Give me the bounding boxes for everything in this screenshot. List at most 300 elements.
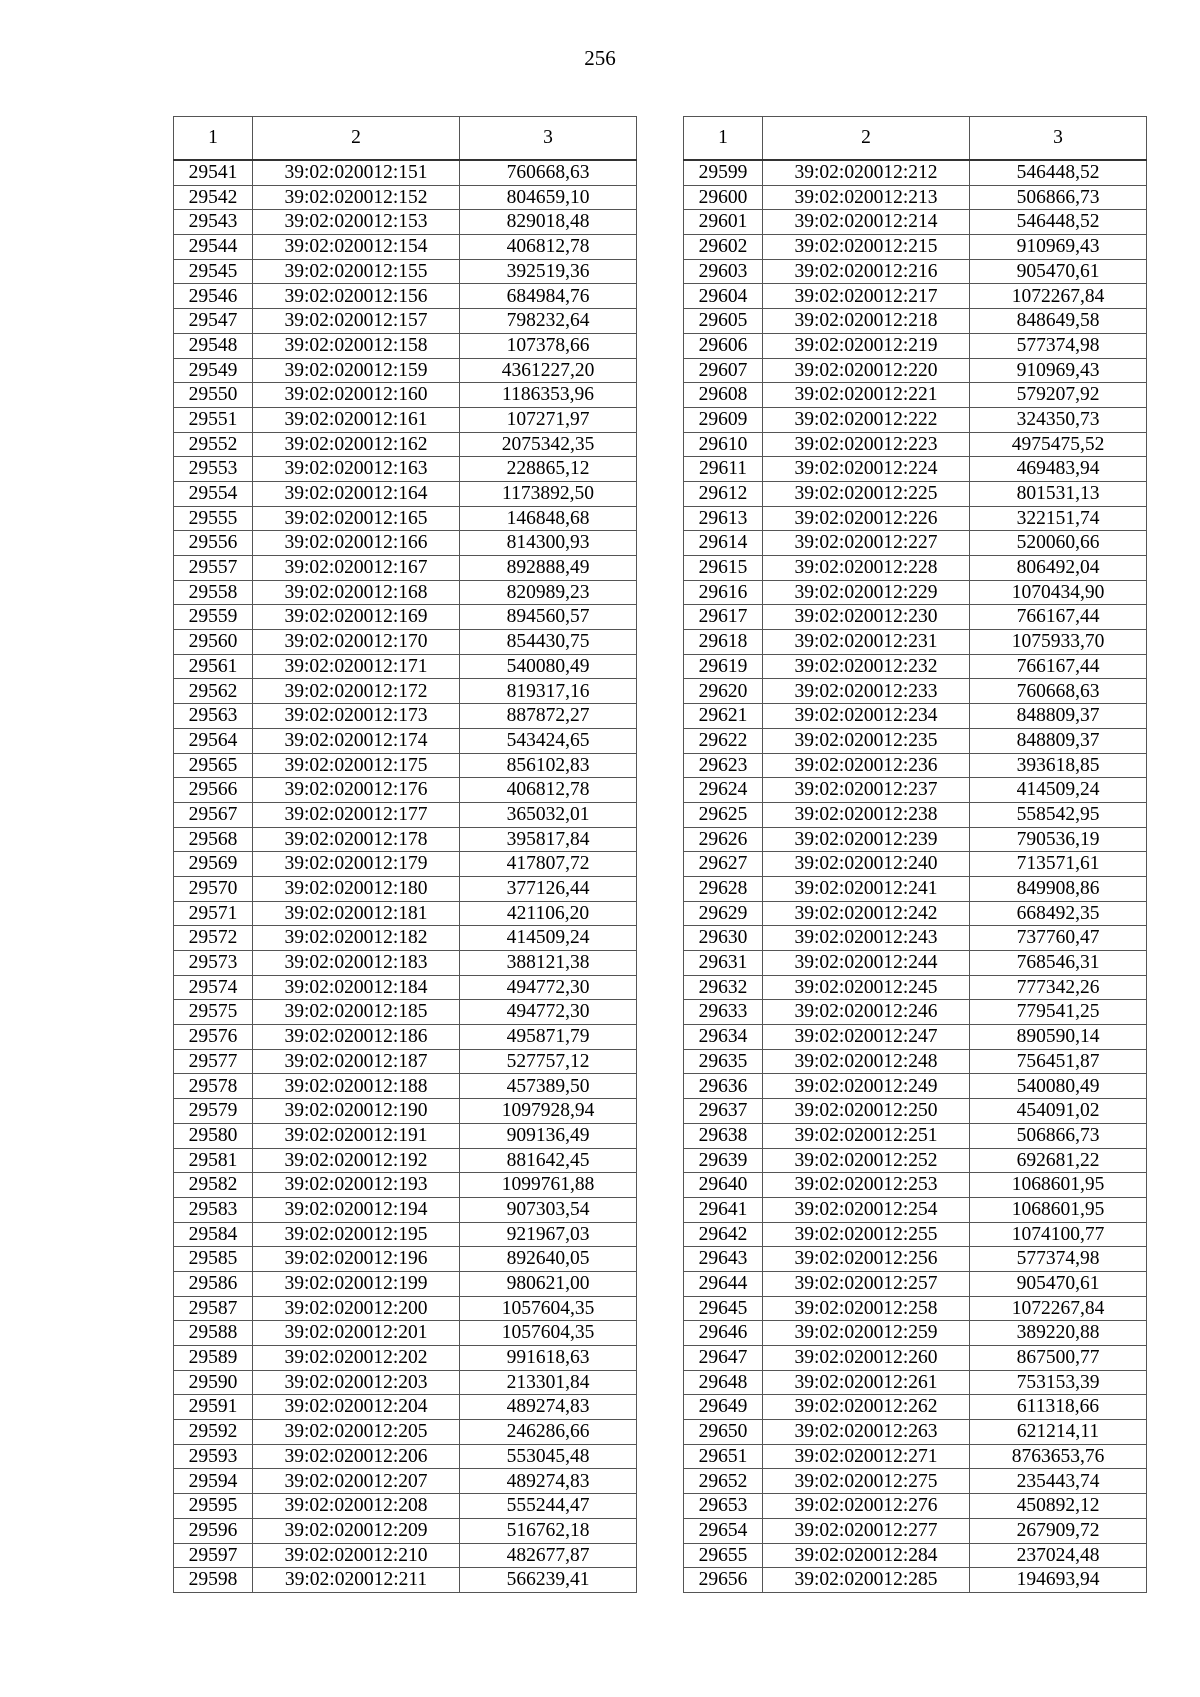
cell-value: 1070434,90 [970,580,1147,605]
cell-cadastral-number: 39:02:020012:166 [253,531,460,556]
cell-number: 29653 [684,1494,763,1519]
cell-value: 489274,83 [460,1395,637,1420]
cell-cadastral-number: 39:02:020012:182 [253,926,460,951]
left-table [173,116,637,1593]
cell-number: 29649 [684,1395,763,1420]
cell-number: 29650 [684,1420,763,1445]
cell-value: 566239,41 [460,1568,637,1593]
cell-number: 29620 [684,679,763,704]
cell-cadastral-number: 39:02:020012:199 [253,1271,460,1296]
table-row [684,951,1147,976]
cell-value: 546448,52 [970,160,1147,185]
cell-value: 246286,66 [460,1420,637,1445]
cell-cadastral-number: 39:02:020012:210 [253,1543,460,1568]
cell-value: 1075933,70 [970,630,1147,655]
cell-cadastral-number: 39:02:020012:252 [763,1148,970,1173]
column-header-cadastral: 2 [253,117,460,161]
cell-value: 555244,47 [460,1494,637,1519]
cell-value: 213301,84 [460,1370,637,1395]
cell-value: 450892,12 [970,1494,1147,1519]
cell-number: 29568 [174,827,253,852]
table-row [174,704,637,729]
cell-cadastral-number: 39:02:020012:220 [763,358,970,383]
cell-value: 1057604,35 [460,1321,637,1346]
cell-value: 324350,73 [970,407,1147,432]
cell-value: 804659,10 [460,185,637,210]
table-row [684,1222,1147,1247]
cell-number: 29639 [684,1148,763,1173]
cell-cadastral-number: 39:02:020012:228 [763,556,970,581]
cell-value: 392519,36 [460,259,637,284]
table-row [684,210,1147,235]
cell-cadastral-number: 39:02:020012:209 [253,1518,460,1543]
cell-value: 506866,73 [970,185,1147,210]
cell-number: 29544 [174,235,253,260]
table-row [684,630,1147,655]
cell-cadastral-number: 39:02:020012:217 [763,284,970,309]
cell-number: 29589 [174,1346,253,1371]
cell-cadastral-number: 39:02:020012:253 [763,1173,970,1198]
cell-cadastral-number: 39:02:020012:183 [253,951,460,976]
cell-cadastral-number: 39:02:020012:222 [763,407,970,432]
page-number: 256 [584,46,616,70]
cell-value: 881642,45 [460,1148,637,1173]
table-row [684,1049,1147,1074]
cell-value: 546448,52 [970,210,1147,235]
cell-number: 29637 [684,1099,763,1124]
cell-value: 553045,48 [460,1444,637,1469]
cell-cadastral-number: 39:02:020012:225 [763,481,970,506]
column-header-value: 3 [970,117,1147,161]
table-row [174,605,637,630]
table-row [174,802,637,827]
cell-value: 668492,35 [970,901,1147,926]
cell-value: 414509,24 [970,778,1147,803]
cell-number: 29601 [684,210,763,235]
cell-value: 146848,68 [460,506,637,531]
cell-value: 760668,63 [460,160,637,185]
cell-cadastral-number: 39:02:020012:236 [763,753,970,778]
cell-value: 692681,22 [970,1148,1147,1173]
cell-number: 29571 [174,901,253,926]
table-row [684,309,1147,334]
cell-cadastral-number: 39:02:020012:243 [763,926,970,951]
cell-value: 621214,11 [970,1420,1147,1445]
cell-number: 29579 [174,1099,253,1124]
cell-value: 819317,16 [460,679,637,704]
cell-number: 29617 [684,605,763,630]
cell-cadastral-number: 39:02:020012:171 [253,654,460,679]
cell-value: 1072267,84 [970,1296,1147,1321]
cell-cadastral-number: 39:02:020012:218 [763,309,970,334]
cell-cadastral-number: 39:02:020012:216 [763,259,970,284]
table-row [174,1123,637,1148]
table-row [684,901,1147,926]
table-row [174,1543,637,1568]
cell-value: 779541,25 [970,1000,1147,1025]
cell-value: 388121,38 [460,951,637,976]
cell-value: 820989,23 [460,580,637,605]
cell-number: 29549 [174,358,253,383]
cell-value: 777342,26 [970,975,1147,1000]
cell-cadastral-number: 39:02:020012:174 [253,728,460,753]
cell-value: 577374,98 [970,1247,1147,1272]
cell-number: 29612 [684,481,763,506]
cell-number: 29556 [174,531,253,556]
cell-number: 29609 [684,407,763,432]
cell-number: 29628 [684,876,763,901]
table-row [174,383,637,408]
table-row [684,1321,1147,1346]
cell-cadastral-number: 39:02:020012:168 [253,580,460,605]
cell-cadastral-number: 39:02:020012:214 [763,210,970,235]
table-row [684,827,1147,852]
cell-number: 29605 [684,309,763,334]
table-row [174,580,637,605]
cell-value: 494772,30 [460,975,637,1000]
cell-number: 29633 [684,1000,763,1025]
cell-cadastral-number: 39:02:020012:263 [763,1420,970,1445]
cell-cadastral-number: 39:02:020012:172 [253,679,460,704]
cell-number: 29552 [174,432,253,457]
table-row [174,1197,637,1222]
table-row [684,1469,1147,1494]
cell-cadastral-number: 39:02:020012:245 [763,975,970,1000]
cell-cadastral-number: 39:02:020012:246 [763,1000,970,1025]
cell-value: 768546,31 [970,951,1147,976]
cell-number: 29644 [684,1271,763,1296]
cell-value: 766167,44 [970,605,1147,630]
cell-cadastral-number: 39:02:020012:262 [763,1395,970,1420]
cell-value: 482677,87 [460,1543,637,1568]
cell-cadastral-number: 39:02:020012:248 [763,1049,970,1074]
cell-number: 29641 [684,1197,763,1222]
table-row [684,753,1147,778]
cell-value: 737760,47 [970,926,1147,951]
table-row [174,1395,637,1420]
cell-value: 854430,75 [460,630,637,655]
column-header-number: 1 [684,117,763,161]
cell-value: 713571,61 [970,852,1147,877]
table-row [174,1271,637,1296]
table-row [174,1000,637,1025]
cell-number: 29611 [684,457,763,482]
cell-number: 29572 [174,926,253,951]
cell-value: 1097928,94 [460,1099,637,1124]
cell-value: 1068601,95 [970,1173,1147,1198]
table-row [684,1074,1147,1099]
cell-value: 829018,48 [460,210,637,235]
cell-cadastral-number: 39:02:020012:277 [763,1518,970,1543]
cell-value: 414509,24 [460,926,637,951]
cell-value: 894560,57 [460,605,637,630]
cell-cadastral-number: 39:02:020012:285 [763,1568,970,1593]
cell-value: 4975475,52 [970,432,1147,457]
cell-number: 29594 [174,1469,253,1494]
cell-cadastral-number: 39:02:020012:186 [253,1025,460,1050]
table-row [684,1395,1147,1420]
table-row [684,1346,1147,1371]
cell-number: 29623 [684,753,763,778]
cell-number: 29598 [174,1568,253,1593]
column-header-value: 3 [460,117,637,161]
cell-value: 849908,86 [970,876,1147,901]
cell-cadastral-number: 39:02:020012:175 [253,753,460,778]
cell-number: 29595 [174,1494,253,1519]
table-row [684,1518,1147,1543]
cell-value: 848809,37 [970,728,1147,753]
cell-value: 194693,94 [970,1568,1147,1593]
table-row [684,284,1147,309]
cell-value: 611318,66 [970,1395,1147,1420]
cell-number: 29597 [174,1543,253,1568]
cell-number: 29575 [174,1000,253,1025]
cell-number: 29560 [174,630,253,655]
cell-value: 684984,76 [460,284,637,309]
table-row [174,309,637,334]
cell-cadastral-number: 39:02:020012:159 [253,358,460,383]
cell-number: 29592 [174,1420,253,1445]
table-row [174,654,637,679]
table-row [684,1247,1147,1272]
cell-value: 494772,30 [460,1000,637,1025]
cell-value: 892888,49 [460,556,637,581]
table-row [684,383,1147,408]
cell-cadastral-number: 39:02:020012:242 [763,901,970,926]
cell-number: 29643 [684,1247,763,1272]
cell-number: 29581 [174,1148,253,1173]
cell-cadastral-number: 39:02:020012:176 [253,778,460,803]
cell-number: 29629 [684,901,763,926]
cell-cadastral-number: 39:02:020012:231 [763,630,970,655]
table-row [684,876,1147,901]
cell-cadastral-number: 39:02:020012:237 [763,778,970,803]
table-row [174,1296,637,1321]
cell-value: 107378,66 [460,333,637,358]
cell-value: 540080,49 [460,654,637,679]
table-row [174,284,637,309]
table-row [174,235,637,260]
cell-cadastral-number: 39:02:020012:229 [763,580,970,605]
table-row [174,1370,637,1395]
table-row [684,1420,1147,1445]
table-row [174,160,637,185]
table-row [174,1025,637,1050]
table-row [174,358,637,383]
table-row [684,704,1147,729]
table-row [174,1494,637,1519]
cell-number: 29630 [684,926,763,951]
table-row [684,358,1147,383]
cell-number: 29583 [174,1197,253,1222]
cell-value: 848649,58 [970,309,1147,334]
table-row [174,876,637,901]
cell-value: 506866,73 [970,1123,1147,1148]
cell-number: 29602 [684,235,763,260]
cell-cadastral-number: 39:02:020012:230 [763,605,970,630]
right-table-body [684,160,1147,1592]
cell-cadastral-number: 39:02:020012:177 [253,802,460,827]
cell-number: 29563 [174,704,253,729]
cell-number: 29570 [174,876,253,901]
cell-number: 29627 [684,852,763,877]
cell-number: 29547 [174,309,253,334]
cell-value: 756451,87 [970,1049,1147,1074]
cell-cadastral-number: 39:02:020012:202 [253,1346,460,1371]
table-row [174,1469,637,1494]
cell-cadastral-number: 39:02:020012:169 [253,605,460,630]
table-row [174,827,637,852]
cell-number: 29591 [174,1395,253,1420]
cell-number: 29631 [684,951,763,976]
cell-number: 29625 [684,802,763,827]
cell-value: 454091,02 [970,1099,1147,1124]
table-row [174,1099,637,1124]
cell-number: 29616 [684,580,763,605]
table-row [684,1271,1147,1296]
cell-value: 856102,83 [460,753,637,778]
cell-value: 540080,49 [970,1074,1147,1099]
cell-number: 29548 [174,333,253,358]
cell-value: 798232,64 [460,309,637,334]
cell-cadastral-number: 39:02:020012:157 [253,309,460,334]
cell-number: 29565 [174,753,253,778]
table-row [174,506,637,531]
table-row [174,1420,637,1445]
table-row [174,333,637,358]
cell-cadastral-number: 39:02:020012:191 [253,1123,460,1148]
cell-cadastral-number: 39:02:020012:247 [763,1025,970,1050]
cell-number: 29645 [684,1296,763,1321]
cell-cadastral-number: 39:02:020012:200 [253,1296,460,1321]
left-table-header [174,117,637,161]
cell-cadastral-number: 39:02:020012:167 [253,556,460,581]
cell-number: 29576 [174,1025,253,1050]
cell-value: 393618,85 [970,753,1147,778]
cell-number: 29600 [684,185,763,210]
table-row [684,481,1147,506]
cell-value: 910969,43 [970,358,1147,383]
cell-value: 753153,39 [970,1370,1147,1395]
cell-cadastral-number: 39:02:020012:180 [253,876,460,901]
header-row [174,117,637,161]
cell-cadastral-number: 39:02:020012:151 [253,160,460,185]
cell-cadastral-number: 39:02:020012:240 [763,852,970,877]
cell-number: 29596 [174,1518,253,1543]
cell-number: 29567 [174,802,253,827]
cell-value: 2075342,35 [460,432,637,457]
table-row [174,432,637,457]
table-row [684,160,1147,185]
table-row [684,605,1147,630]
cell-number: 29584 [174,1222,253,1247]
cell-value: 237024,48 [970,1543,1147,1568]
cell-number: 29621 [684,704,763,729]
cell-cadastral-number: 39:02:020012:255 [763,1222,970,1247]
cell-number: 29619 [684,654,763,679]
cell-cadastral-number: 39:02:020012:219 [763,333,970,358]
cell-cadastral-number: 39:02:020012:215 [763,235,970,260]
table-row [684,852,1147,877]
table-row [174,185,637,210]
table-row [684,802,1147,827]
cell-value: 389220,88 [970,1321,1147,1346]
table-row [174,1518,637,1543]
table-row [684,531,1147,556]
table-row [174,481,637,506]
cell-cadastral-number: 39:02:020012:164 [253,481,460,506]
cell-cadastral-number: 39:02:020012:207 [253,1469,460,1494]
cell-value: 905470,61 [970,1271,1147,1296]
cell-cadastral-number: 39:02:020012:196 [253,1247,460,1272]
table-row [684,1099,1147,1124]
cell-number: 29543 [174,210,253,235]
cell-number: 29590 [174,1370,253,1395]
cell-cadastral-number: 39:02:020012:249 [763,1074,970,1099]
cell-number: 29585 [174,1247,253,1272]
cell-cadastral-number: 39:02:020012:223 [763,432,970,457]
cell-cadastral-number: 39:02:020012:234 [763,704,970,729]
cell-cadastral-number: 39:02:020012:170 [253,630,460,655]
table-row [174,531,637,556]
cell-cadastral-number: 39:02:020012:256 [763,1247,970,1272]
cell-number: 29541 [174,160,253,185]
cell-cadastral-number: 39:02:020012:156 [253,284,460,309]
cell-value: 4361227,20 [460,358,637,383]
cell-cadastral-number: 39:02:020012:257 [763,1271,970,1296]
cell-number: 29654 [684,1518,763,1543]
cell-number: 29577 [174,1049,253,1074]
table-row [174,1222,637,1247]
cell-cadastral-number: 39:02:020012:275 [763,1469,970,1494]
cell-number: 29599 [684,160,763,185]
table-row [684,580,1147,605]
table-row [174,457,637,482]
cell-cadastral-number: 39:02:020012:212 [763,160,970,185]
cell-value: 377126,44 [460,876,637,901]
cell-number: 29642 [684,1222,763,1247]
table-row [174,630,637,655]
cell-number: 29647 [684,1346,763,1371]
cell-number: 29593 [174,1444,253,1469]
cell-number: 29582 [174,1173,253,1198]
table-row [684,1370,1147,1395]
table-row [174,1049,637,1074]
cell-cadastral-number: 39:02:020012:284 [763,1543,970,1568]
table-row [684,259,1147,284]
cell-value: 489274,83 [460,1469,637,1494]
table-row [174,1173,637,1198]
cell-value: 527757,12 [460,1049,637,1074]
cell-number: 29640 [684,1173,763,1198]
cell-cadastral-number: 39:02:020012:179 [253,852,460,877]
cell-number: 29566 [174,778,253,803]
table-row [684,1025,1147,1050]
cell-cadastral-number: 39:02:020012:254 [763,1197,970,1222]
table-row [174,1321,637,1346]
cell-number: 29557 [174,556,253,581]
cell-value: 766167,44 [970,654,1147,679]
cell-value: 228865,12 [460,457,637,482]
cell-value: 1068601,95 [970,1197,1147,1222]
cell-value: 579207,92 [970,383,1147,408]
cell-cadastral-number: 39:02:020012:208 [253,1494,460,1519]
cell-value: 806492,04 [970,556,1147,581]
cell-number: 29613 [684,506,763,531]
cell-cadastral-number: 39:02:020012:181 [253,901,460,926]
cell-number: 29636 [684,1074,763,1099]
cell-number: 29632 [684,975,763,1000]
